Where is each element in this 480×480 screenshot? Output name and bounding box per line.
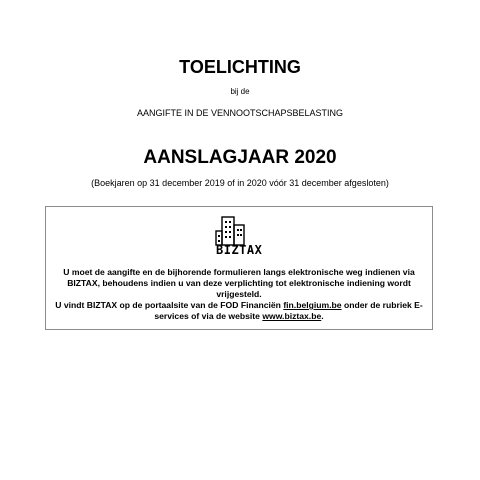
electronic-filing-paragraph: U moet de aangifte en de bijhorende formulieren langs elektronische weg indienen via BIZTAX, behoudens indien u van deze verplichting tot elektronische indiening wordt vrijgesteld.	[63, 267, 415, 299]
bij-de-text: bij de	[230, 87, 250, 96]
assessment-year-heading: AANSLAGJAAR 2020	[143, 147, 337, 168]
biztax-location-text-3: .	[321, 311, 324, 321]
biztax-location-text-1: U vindt BIZTAX op de portaalsite van de FOD Financiën	[55, 300, 284, 310]
document-title: TOELICHTING	[179, 57, 301, 77]
biztax-logo-text: BIZTAX	[216, 243, 263, 257]
biztax-location-text-2: onder de rubriek E-services of via de website	[154, 300, 423, 321]
document-subtitle: AANGIFTE IN DE VENNOOTSCHAPSBELASTING	[136, 108, 344, 118]
biztax-website-link[interactable]: www.biztax.be	[262, 311, 322, 321]
biztax-info-text	[52, 267, 426, 322]
biztax-info-box	[45, 206, 433, 330]
period-note: (Boekjaren op 31 december 2019 of in 2020 vóór 31 december afgesloten)	[91, 178, 389, 188]
fin-belgium-link[interactable]: fin.belgium.be	[283, 300, 342, 310]
biztax-location-paragraph	[52, 300, 426, 322]
